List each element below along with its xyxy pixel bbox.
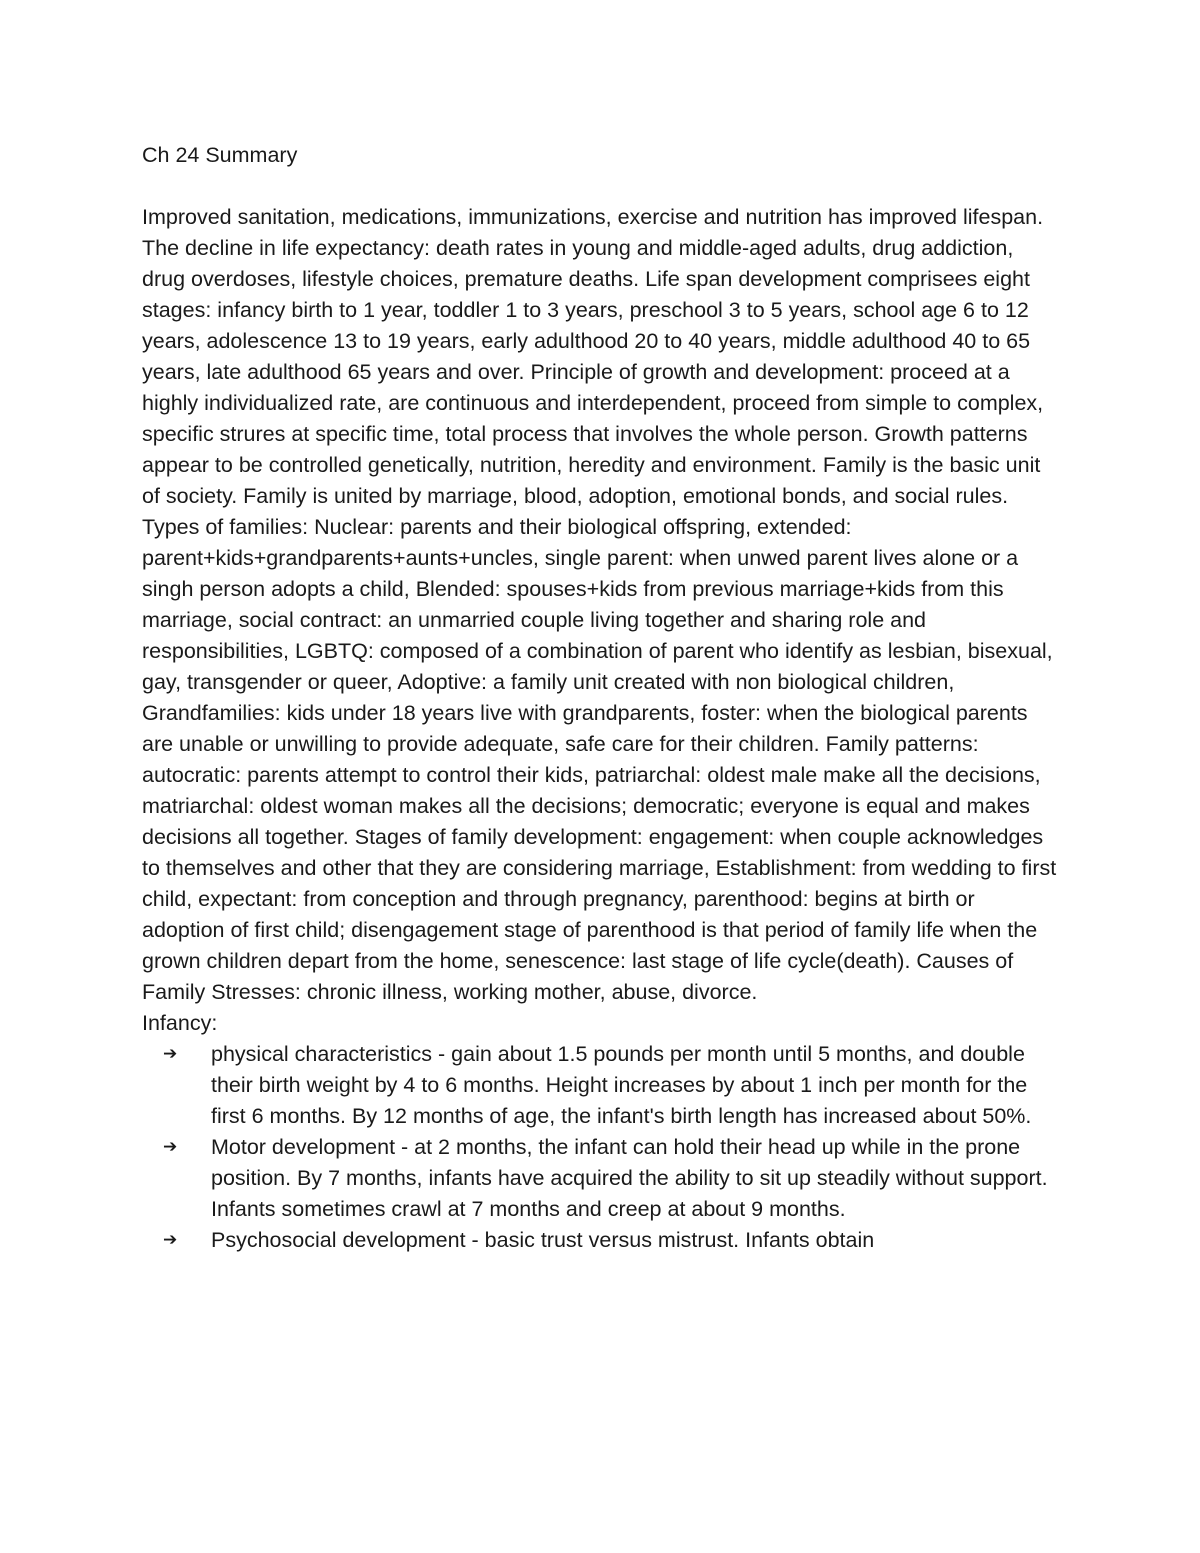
bullet-item-psychosocial	[142, 1225, 1060, 1256]
summary-paragraph: Improved sanitation, medications, immunizations, exercise and nutrition has improved lifespan. The decline in life expectancy: death rates in young and middle-aged adults, drug addiction, drug overdoses, lifestyle choices, premature deaths. Life span development comprisees eight stages: infancy birth to 1 year, toddler 1 to 3 years, preschool 3 to 5 years, school age 6 to 12 years, adolescence 13 to 19 years, early adulthood 20 to 40 years, middle adulthood 40 to 65 years, late adulthood 65 years and over. Principle of growth and development: proceed at a highly individualized rate, are continuous and interdependent, proceed from simple to complex, specific strures at specific time, total process that involves the whole person. Growth patterns appear to be controlled genetically, nutrition, heredity and environment. Family is the basic unit of society. Family is united by marriage, blood, adoption, emotional bonds, and social rules. Types of families: Nuclear: parents and their biological offspring, extended: parent+kids+grandparents+aunts+uncles, single parent: when unwed parent lives alone or a singh person adopts a child, Blended: spouses+kids from previous marriage+kids from this marriage, social contract: an unmarried couple living together and sharing role and responsibilities, LGBTQ: composed of a combination of parent who identify as lesbian, bisexual, gay, transgender or queer, Adoptive: a family unit created with non biological children, Grandfamilies: kids under 18 years live with grandparents, foster: when the biological parents are unable or unwilling to provide adequate, safe care for their children. Family patterns: autocratic: parents attempt to control their kids, patriarchal: oldest male make all the decisions, matriarchal: oldest woman makes all the decisions; democratic; everyone is equal and makes decisions all together. Stages of family development: engagement: when couple acknowledges to themselves and other that they are considering marriage, Establishment: from wedding to first child, expectant: from conception and through pregnancy, parenthood: begins at birth or adoption of first child; disengagement stage of parenthood is that period of family life when the grown children depart from the home, senescence: last stage of life cycle(death). Causes of Family Stresses: chronic illness, working mother, abuse, divorce.	[142, 205, 1057, 1004]
document-title: Ch 24 Summary	[142, 143, 298, 167]
section-heading-infancy: Infancy:	[142, 1011, 218, 1035]
bullet-item-physical	[142, 1039, 1060, 1132]
arrow-bullet-icon: ➔	[163, 1137, 178, 1157]
infancy-bullet-list	[142, 1039, 1060, 1256]
arrow-bullet-icon: ➔	[163, 1230, 178, 1250]
bullet-text: Psychosocial development - basic trust versus mistrust. Infants obtain	[211, 1228, 875, 1252]
document-body	[142, 140, 1060, 1256]
arrow-bullet-icon: ➔	[163, 1044, 178, 1064]
bullet-item-motor	[142, 1132, 1060, 1225]
bullet-text: Motor development - at 2 months, the infant can hold their head up while in the prone position. By 7 months, infants have acquired the ability to sit up steadily without support. Infants sometimes crawl at 7 months and creep at about 9 months.	[211, 1135, 1048, 1221]
bullet-text: physical characteristics - gain about 1.5 pounds per month until 5 months, and double their birth weight by 4 to 6 months. Height increases by about 1 inch per month for the first 6 months. By 12 months of age, the infant's birth length has increased about 50%.	[211, 1042, 1032, 1128]
